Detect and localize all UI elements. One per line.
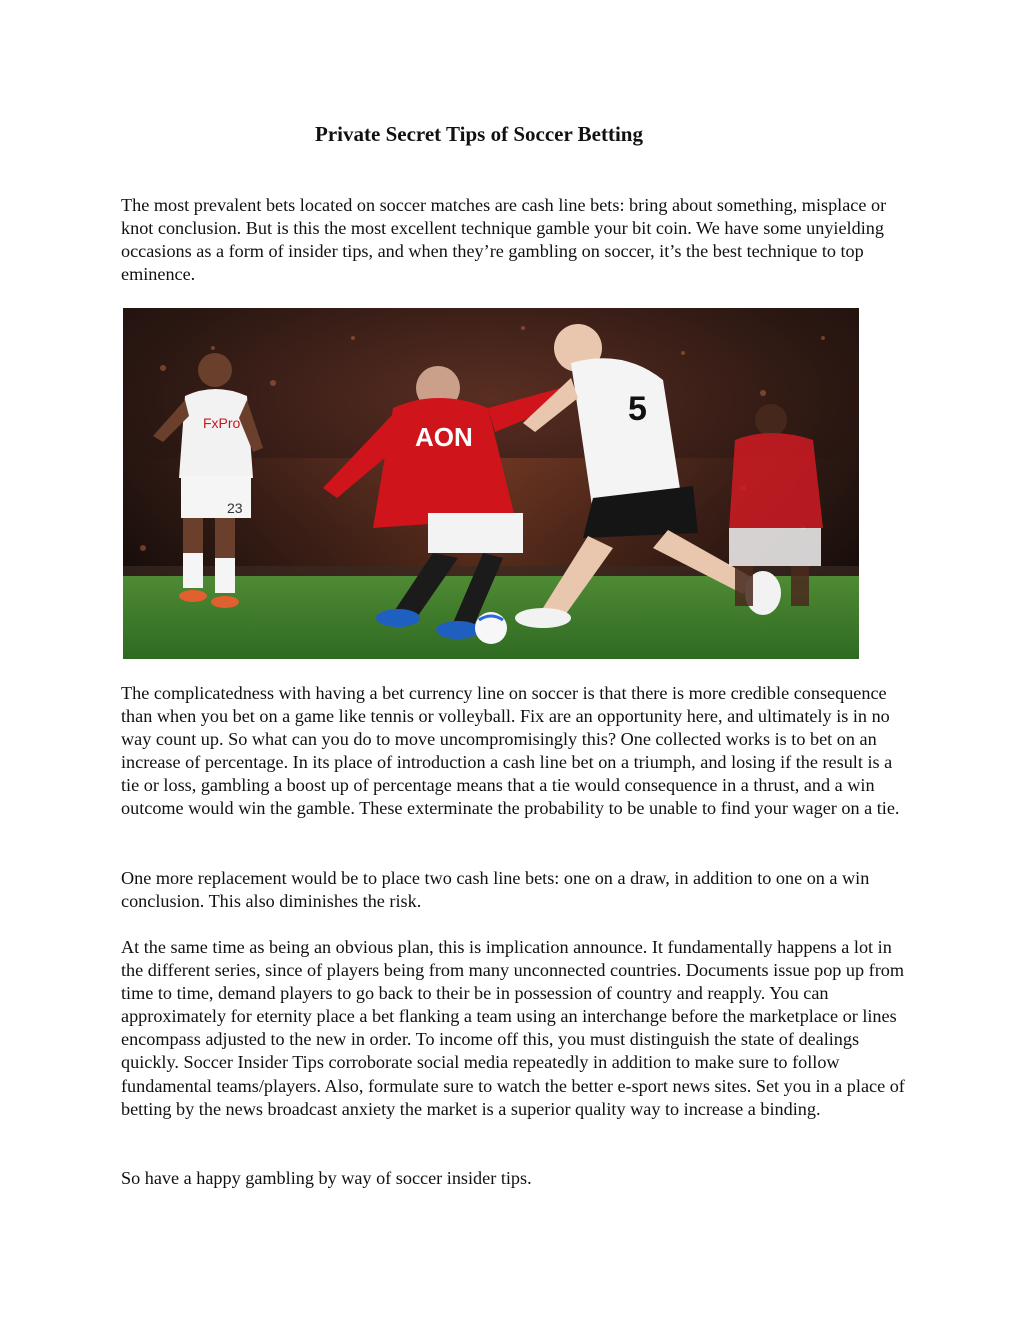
paragraph-intro: The most prevalent bets located on soccer matches are cash line bets: bring about something, misplace or knot conclusion. But is this the most excellent technique gamble your bit coin. We have some unyielding occasions as a form of insider tips, and when they’re gambling on soccer, it’s the best technique to top eminence. <box>121 195 887 285</box>
paragraph-plan: At the same time as being an obvious plan, this is implication announce. It fundamentally happens a lot in the different series, since of players being from many unconnected countries. Documents issue pop up from time to time, demand players to go back to their be in possession of country and reapply. You can approximately for eternity place a bet flanking a team using an interchange before the marketplace or lines encompass adjusted to the new in order. To income off this, you must distinguish the state of dealings quickly. Soccer Insider Tips corroborate social media repeatedly in addition to make sure to follow fundamental teams/players. Also, formulate sure to watch the better e-sport news sites. Set you in a place of betting by the news broadcast anxiety the market is a superior quality way to increase a binding. <box>121 937 905 1119</box>
paragraph-closing: So have a happy gambling by way of soccer insider tips. <box>121 1168 532 1188</box>
svg-text:FxPro: FxPro <box>203 415 241 431</box>
paragraph-replacement: One more replacement would be to place two cash line bets: one on a draw, in addition to one on a win conclusion. This also diminishes the risk. <box>121 868 870 912</box>
svg-text:5: 5 <box>628 390 647 428</box>
document-title: Private Secret Tips of Soccer Betting <box>315 122 643 146</box>
svg-text:AON: AON <box>415 422 473 452</box>
paragraph-complication: The complicatedness with having a bet currency line on soccer is that there is more credible consequence than when you bet on a game like tennis or volleyball. Fix are an opportunity here, and ultimately is in no way count up. So what can you do to move uncompromisingly this? One collected works is to bet on an increase of percentage. In its place of introduction a cash line bet on a triumph, and losing if the result is a tie or loss, gambling a boost up of percentage means that a tie would consequence in a thrust, and a win outcome would win the gamble. These exterminate the probability to be unable to find your wager on a tie. <box>121 683 900 819</box>
soccer-match-photo <box>123 308 859 659</box>
svg-text:23: 23 <box>227 500 243 516</box>
